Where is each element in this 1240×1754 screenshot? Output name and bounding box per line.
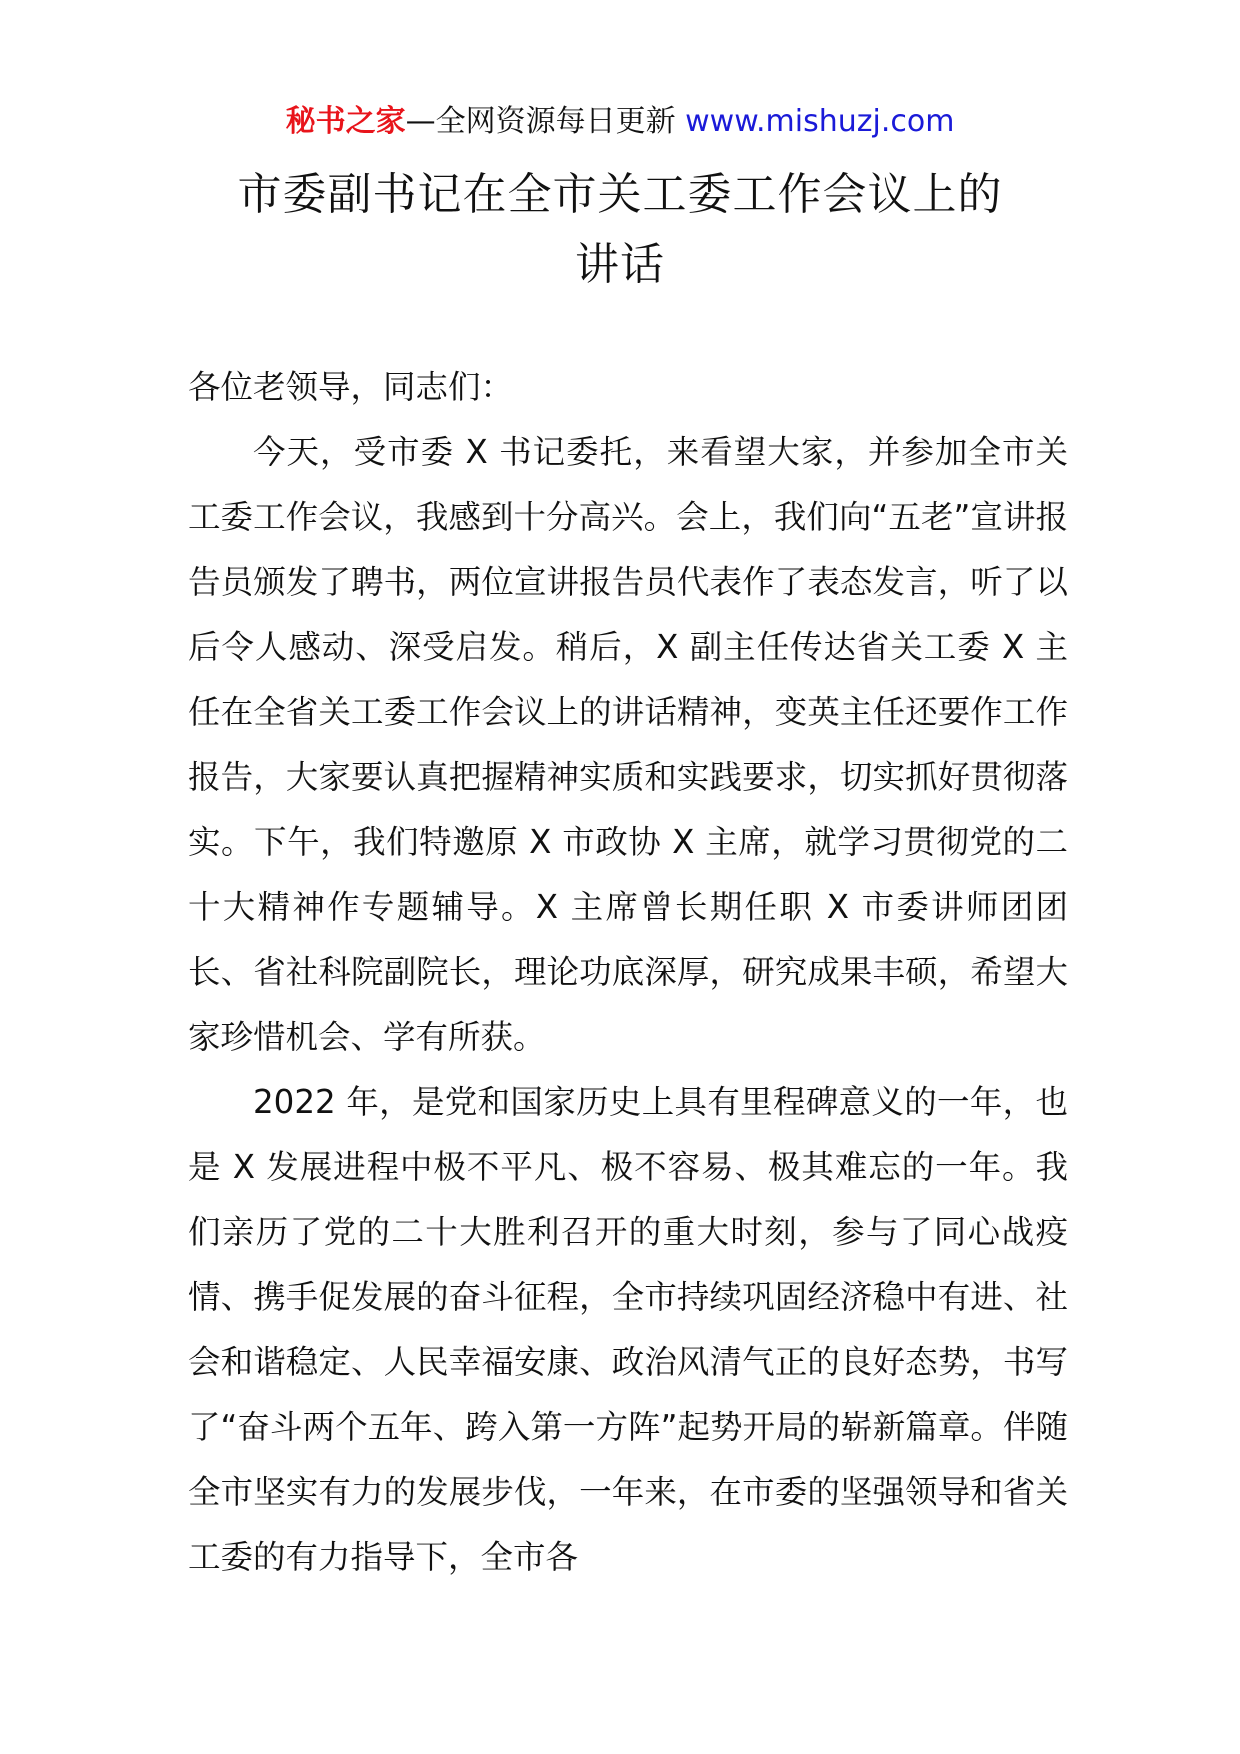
document-title — [150, 160, 1090, 300]
body-paragraph-1: 今天，受市委 X 书记委托，来看望大家，并参加全市关工委工作会议，我感到十分高兴。会上，我们向“五老”宣讲报告员颁发了聘书，两位宣讲报告员代表作了表态发言，听了以后令人感动、深受启发。稍后，X 副主任传达省关工委 X 主任在全省关工委工作会议上的讲话精神，变英主任还要作工作报告，大家要认真把握精神实质和实践要求，切实抓好贯彻落实。下午，我们特邀原 X 市政协 X 主席，就学习贯彻党的二十大精神作专题辅导。X 主席曾长期任职 X 市委讲师团团长、省社科院副院长，理论功底深厚，研究成果丰硕，希望大家珍惜机会、学有所获。 — [188, 433, 1068, 1056]
salutation: 各位老领导，同志们： — [188, 368, 514, 406]
title-line-1: 市委副书记在全市关工委工作会议上的 — [237, 169, 1003, 220]
body-paragraph-2: 2022 年，是党和国家历史上具有里程碑意义的一年，也是 X 发展进程中极不平凡、极不容易、极其难忘的一年。我们亲历了党的二十大胜利召开的重大时刻，参与了同心战疫情、携手促发展的奋斗征程，全市持续巩固经济稳中有进、社会和谐稳定、人民幸福安康、政治风清气正的良好态势，书写了“奋斗两个五年、跨入第一方阵”起势开局的崭新篇章。伴随全市坚实有力的发展步伐，一年来，在市委的坚强领导和省关工委的有力指导下，全市各 — [188, 1083, 1068, 1576]
title-line-2: 讲话 — [575, 239, 665, 290]
site-tagline: —全网资源每日更新 — [405, 104, 676, 139]
site-header — [0, 100, 1240, 144]
site-brand: 秘书之家 — [285, 104, 406, 139]
document-body — [188, 355, 1068, 1590]
site-url-link[interactable]: www.mishuzj.com — [685, 104, 955, 139]
